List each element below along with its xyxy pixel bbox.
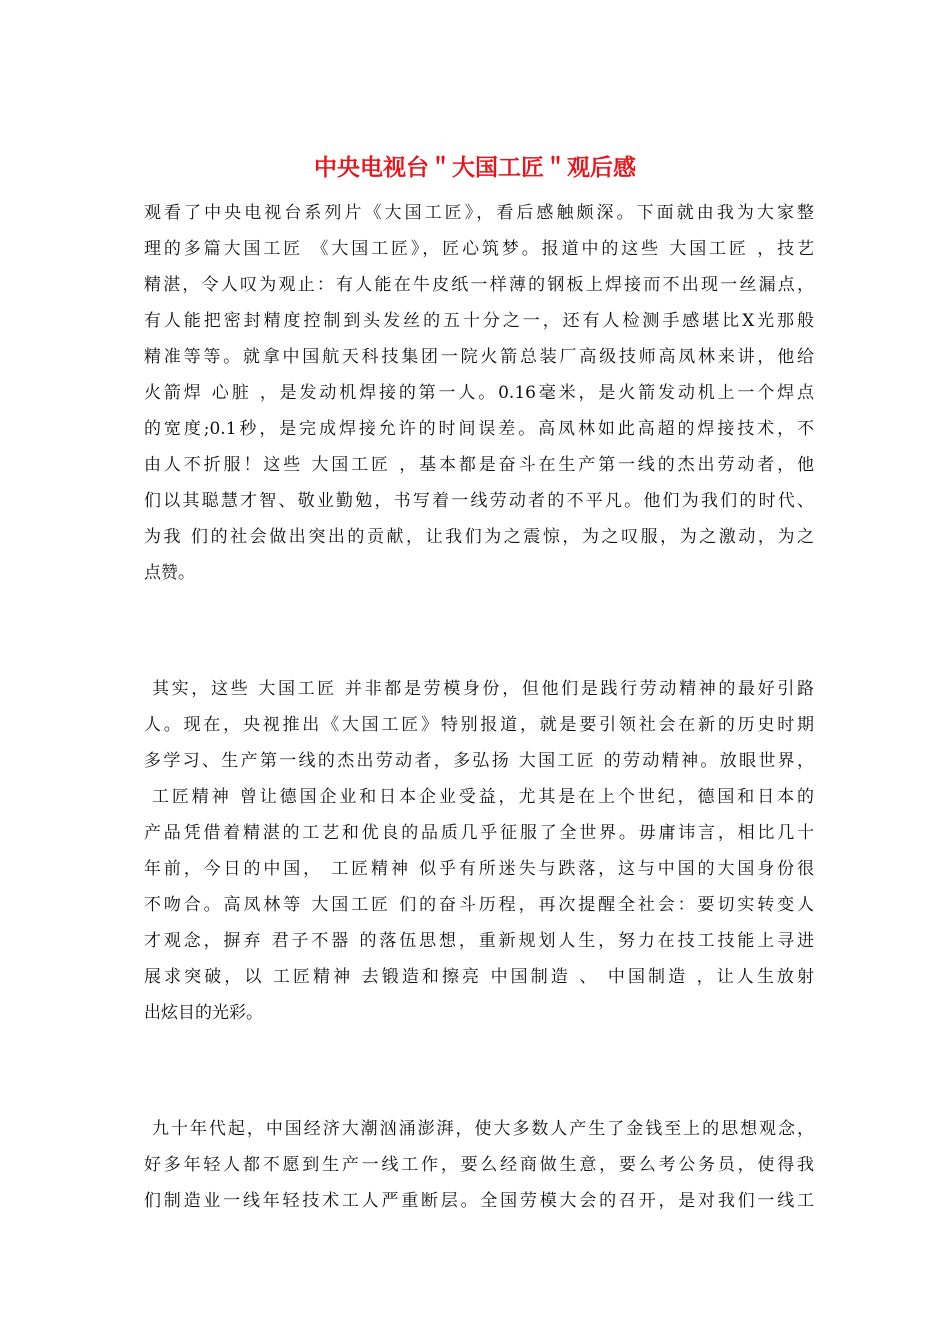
paragraph-line: 好多年轻人都不愿到生产一线工作，要么经商做生意，要么考公务员，使得我: [144, 1155, 814, 1175]
paragraph-line: 精准等等。就拿中国航天科技集团一院火箭总装厂高级技师高凤林来讲，他给: [144, 347, 814, 367]
paragraph-3: [144, 1111, 814, 1219]
paragraph-line: 点赞。: [144, 563, 195, 583]
paragraph-line: 展求突破，以 工匠精神 去锻造和擦亮 中国制造 、 中国制造 ，让人生放射: [144, 967, 814, 987]
paragraph-line: 出炫目的光彩。: [144, 1003, 263, 1023]
paragraph-line: 们制造业一线年轻技术工人严重断层。全国劳模大会的召开，是对我们一线工: [144, 1191, 814, 1211]
paragraph-line: 九十年代起，中国经济大潮汹涌澎湃，使大多数人产生了金钱至上的思想观念，: [152, 1119, 814, 1139]
paragraph-line: 观看了中央电视台系列片《大国工匠》，看后感触颇深。下面就由我为大家整: [144, 203, 814, 223]
paragraph-line: 产品凭借着精湛的工艺和优良的品质几乎征服了全世界。毋庸讳言，相比几十: [144, 823, 814, 843]
document-title: 中央电视台＂大国工匠＂观后感: [314, 155, 636, 181]
paragraph-line: 不吻合。高凤林等 大国工匠 们的奋斗历程，再次提醒全社会：要切实转变人: [144, 895, 814, 915]
paragraph-line: 多学习、生产第一线的杰出劳动者，多弘扬 大国工匠 的劳动精神。放眼世界，: [144, 751, 814, 771]
paragraph-2: [144, 671, 814, 1031]
paragraph-line: 为我 们的社会做出突出的贡献，让我们为之震惊，为之叹服，为之激动，为之: [144, 527, 814, 547]
paragraph-line: 年前，今日的中国， 工匠精神 似乎有所迷失与跌落，这与中国的大国身份很: [144, 859, 814, 879]
paragraph-line: 由人不折服！这些 大国工匠 ，基本都是奋斗在生产第一线的杰出劳动者，他: [144, 455, 814, 475]
paragraph-1: [144, 195, 814, 591]
paragraph-line: 其实，这些 大国工匠 并非都是劳模身份，但他们是践行劳动精神的最好引路: [152, 679, 814, 699]
paragraph-line: 人。现在，央视推出《大国工匠》特别报道，就是要引领社会在新的历史时期: [144, 715, 814, 735]
paragraph-line: 工匠精神 曾让德国企业和日本企业受益，尤其是在上个世纪，德国和日本的: [152, 787, 814, 807]
paragraph-line: 的宽度;0.1秒，是完成焊接允许的时间误差。高凤林如此高超的焊接技术，不: [144, 419, 814, 439]
paragraph-line: 理的多篇大国工匠 《大国工匠》，匠心筑梦。报道中的这些 大国工匠 ，技艺: [144, 239, 814, 259]
paragraph-line: 有人能把密封精度控制到头发丝的五十分之一，还有人检测手感堪比X光那般: [144, 311, 814, 331]
paragraph-line: 火箭焊 心脏 ，是发动机焊接的第一人。0.16毫米，是火箭发动机上一个焊点: [144, 383, 814, 403]
paragraph-line: 才观念，摒弃 君子不器 的落伍思想，重新规划人生，努力在技工技能上寻进: [144, 931, 814, 951]
paragraph-line: 精湛，令人叹为观止：有人能在牛皮纸一样薄的钢板上焊接而不出现一丝漏点，: [144, 275, 814, 295]
paragraph-line: 们以其聪慧才智、敬业勤勉，书写着一线劳动者的不平凡。他们为我们的时代、: [144, 491, 814, 511]
